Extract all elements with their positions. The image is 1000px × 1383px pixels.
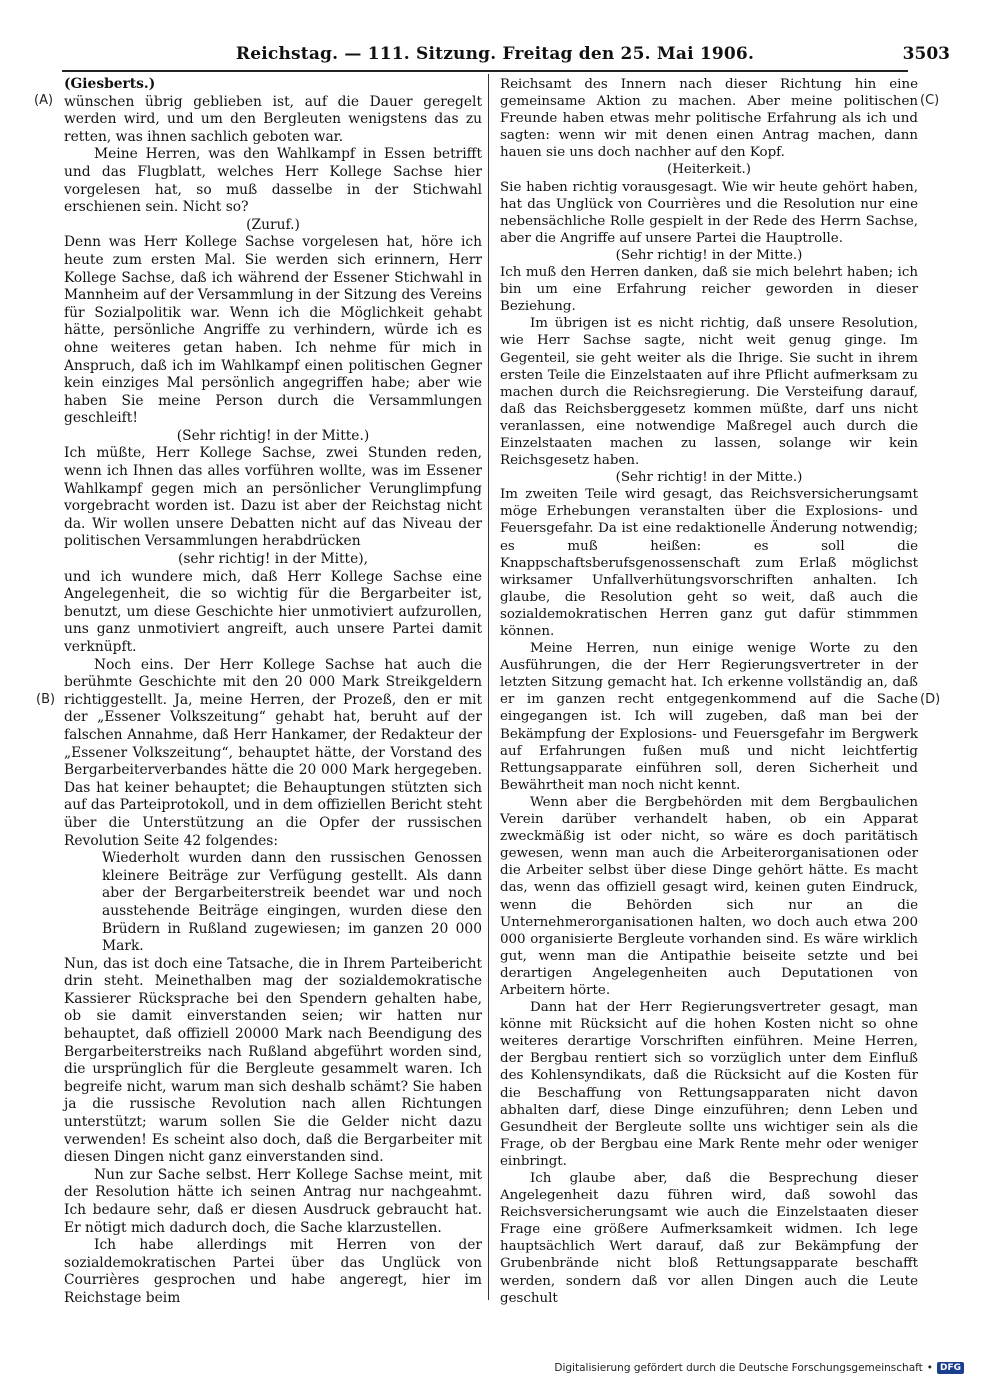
interjection: (Sehr richtig! in der Mitte.) (176, 427, 370, 444)
page-number: 3503 (902, 44, 950, 64)
paragraph: Ich glaube aber, daß die Besprechung dieser Angelegenheit dazu führen wird, daß sowohl das Reichsversicherungsamt wie auch die Einzelstaaten dieser Frage eine größere Aufmerksamkeit widmen. Ich lege hauptsächlich Wert darauf, daß zur Bekämpfung der Grubenbrände nicht bloß Rettungsapparate beschafft werden, sondern daß vor allen Dingen auch die Leute geschult (500, 1171, 918, 1306)
paragraph: Noch eins. Der Herr Kollege Sachse hat auch die berühmte Geschichte mit den 20 000 Mark Streikgeldern richtiggestellt. Ja, meine Herren, der Prozeß, den er mit der „Essener Volkszeitung“ gehabt hat, beruht auf der falschen Annahme, daß Herr Hankamer, der Redakteur der „Essener Volkszeitung“, behauptet hätte, der Vorstand des Bergarbeiterverbandes hätte die 20 000 Mark hergegeben. Das hat keiner behauptet; die Behauptungen stützten sich auf das Parteiprotokoll, und in dem offiziellen Bericht steht über die Unterstützung an die Opfer der russischen Revolution Seite 42 folgendes: (64, 656, 482, 849)
paragraph: Meine Herren, nun einige wenige Worte zu den Ausführungen, die der Herr Regierungsvertreter in der letzten Sitzung gemacht hat. Ich erkenne vollständig an, daß er im ganzen recht entgegenkommend auf die Sache eingegangen ist. Ich will zugeben, daß man bei der Bekämpfung der Explosions- und Feuersgefahr im Bergwerk auf Erfahrungen fußen muß und nicht leichtfertig Rettungsapparate einführen soll, deren Sicherheit und Bewährtheit man noch nicht kennt. (500, 641, 918, 793)
paragraph: Dann hat der Herr Regierungsvertreter gesagt, man könne mit Rücksicht auf die hohen Kosten nicht so ohne weiteres derartige Vorschriften einführen. Meine Herren, der Bergbau rentiert sich so vorzüglich unter dem Einfluß des Kohlensyndikats, daß die Rücksicht auf die Kosten für die Beschaffung von Rettungsapparaten nicht davon abhalten darf, diese Dinge einzuführen; denn Leben und Gesundheit der Bergleute sollte uns wichtiger sein als die Frage, ob der Bergbau eine Mark Rente mehr oder weniger einbringt. (500, 1000, 918, 1169)
column-separator (488, 74, 489, 1300)
page-title: Reichstag. — 111. Sitzung. Freitag den 25. Mai 1906. (235, 44, 755, 64)
page-header (40, 44, 950, 70)
margin-mark-a: (A) (34, 93, 54, 108)
paragraph: Sie haben richtig vorausgesagt. Wie wir heute gehört haben, hat das Unglück von Courrières und die Resolution nur eine nebensächliche Rolle gespielt in der Rede des Herrn Sachse, aber die Angriffe auf unsere Partei die Hauptrolle. (500, 179, 918, 246)
interjection: (Sehr richtig! in der Mitte.) (615, 470, 803, 486)
interjection: (Heiterkeit.) (667, 162, 751, 178)
paragraph: Wenn aber die Bergbehörden mit dem Bergbaulichen Verein darüber verhandelt haben, ob ein Apparat zweckmäßig ist oder nicht, so wäre es doch paritätisch gewesen, wenn man auch die Arbeiterorganisationen oder die Arbeiter selbst über diese Dinge gehört hätte. Es macht das, wenn das offiziell gesagt wird, keinen guten Eindruck, wenn die Behörden sich nur an die Unternehmerorganisationen halten, wo doch auch etwa 200 000 organisierte Bergleute vorhanden sind. Es wäre wirklich gut, wenn man die Antipathie beiseite setzte und bei derartigen Angelegenheiten auch Deputationen von Arbeitern hörte. (500, 794, 918, 998)
paragraph: Meine Herren, was den Wahlkampf in Essen betrifft und das Flugblatt, welches Herr Kollege Sachse hier vorgelesen hat, so muß dasselbe in der Stichwahl erschienen sein. Nicht so? (64, 146, 482, 216)
paragraph: Denn was Herr Kollege Sachse vorgelesen hat, höre ich heute zum ersten Mal. Sie werden sich erinnern, Herr Kollege Sachse, daß ich während der Essener Stichwahl in Mannheim auf der Versammlung in der Sitzung des Vereins für Sozialpolitik war. Wenn ich die Möglichkeit gehabt hätte, persönliche Angriffe zu verhindern, würde ich es ohne weiteres getan haben. Ich nehme für mich in Anspruch, daß ich im Wahlkampf einen politischen Gegner kein einziges Mal persönlich angegriffen habe; aber wie haben Sie meine Person durch die Versammlungen geschleift! (64, 234, 482, 427)
right-column (500, 76, 918, 1307)
paragraph: Ich müßte, Herr Kollege Sachse, zwei Stunden reden, wenn ich Ihnen das alles vorführen wollte, was im Essener Wahlkampf gegen mich an persönlicher Verunglimpfung vorgebracht worden ist. Dazu ist aber der Reichstag nicht da. Wir wollen unsere Debatten nicht auf das Niveau der politischen Versammlungen herabdrücken (64, 445, 482, 550)
footer-separator: • (926, 1362, 933, 1374)
paragraph: Nun zur Sache selbst. Herr Kollege Sachse meint, mit der Resolution hätte ich seinen Antrag nur nachgeahmt. Ich bedaure sehr, daß er diesen Ausdruck gebraucht hat. Er nötigt mich dadurch doch, die Sache klarzustellen. (64, 1166, 482, 1236)
interjection: (Sehr richtig! in der Mitte.) (615, 247, 803, 263)
margin-mark-d: (D) (920, 692, 941, 707)
margin-mark-c: (C) (920, 93, 940, 108)
digitization-footer (554, 1362, 964, 1374)
paragraph: Reichsamt des Innern nach dieser Richtung hin eine gemeinsame Aktion zu machen. Aber meine politischen Freunde haben etwas mehr politische Erfahrung als ich und sagten: wenn wir mit denen einen Antrag machen, dann hauen sie uns doch nachher auf den Kopf. (500, 77, 918, 161)
paragraph: wünschen übrig geblieben ist, auf die Dauer geregelt werden wird, und um den Bergleuten wenigstens das zu retten, was ihnen sachlich geboten war. (64, 93, 482, 145)
paragraph: Im zweiten Teile wird gesagt, das Reichsversicherungsamt möge Erhebungen veranstalten über die Explosions- und Feuersgefahr. Da ist eine redaktionelle Änderung notwendig; es muß heißen: es soll die Knappschaftsberufsgenossenschaft zum Erlaß möglichst wirksamer Unfallverhütungsvorschriften anhalten. Ich glaube, die Resolution geht so weit, daß auch die sozialdemokratischen Herren ganz gut dafür stimmmen können. (500, 487, 918, 639)
paragraph: Ich muß den Herren danken, daß sie mich belehrt haben; ich bin um eine Erfahrung reicher geworden in dieser Beziehung. (500, 265, 918, 315)
interjection: (Zuruf.) (246, 216, 300, 233)
paragraph: Ich habe allerdings mit Herren von der sozialdemokratischen Partei über das Unglück von Courrières gesprochen und habe angeregt, hier im Reichstage beim (64, 1237, 482, 1306)
dfg-logo: DFG (937, 1362, 964, 1374)
paragraph: Im übrigen ist es nicht richtig, daß unsere Resolution, wie Herr Sachse sagte, nicht weit genug ginge. Im Gegenteil, sie geht weiter als die Ihrige. Sie sucht in ihrem ersten Teile die Einzelstaaten auf ihre Pflicht aufmerksam zu machen durch die Reichsregierung. Die Versteifung darauf, daß das Reichsberggesetz kommen müßte, darf uns nicht veranlassen, eine notwendige Maßregel auch durch die Einzelstaaten machen zu lassen, solange wir kein Reichsgesetz haben. (500, 316, 918, 469)
paragraph: Nun, das ist doch eine Tatsache, die in Ihrem Parteibericht drin steht. Meinethalben mag der sozialdemokratische Kassierer Rücksprache bei den Spendern gehalten habe, ob sie damit einverstanden seien; wir hatten nur behauptet, daß offiziell 20000 Mark nach Beendigung des Bergarbeiterstreiks nach Rußland abgeführt worden sind, die ursprünglich für die Bergleute gesammelt waren. Ich begreife nicht, warum man sich deshalb schämt? Sie haben ja die russische Revolution nach allen Richtungen unterstützt; warum sollen Sie die Gelder nicht dazu verwenden! Es scheint also doch, daß die Bergarbeiter mit diesen Dingen nicht ganz einverstanden sind. (64, 955, 482, 1166)
left-column (64, 76, 482, 1308)
speaker-label: (Giesberts.) (64, 76, 156, 92)
header-rule (62, 70, 908, 72)
interjection: (sehr richtig! in der Mitte), (177, 551, 369, 568)
paragraph: und ich wundere mich, daß Herr Kollege Sachse eine Angelegenheit, die so wichtig für die Bergarbeiter ist, benutzt, um diese Geschichte hier unmotiviert aufzurollen, uns ganz unmotiviert angreift, auch unsere Partei damit verknüpft. (64, 568, 482, 655)
footer-credit: Digitalisierung gefördert durch die Deutsche Forschungsgemeinschaft (554, 1362, 923, 1374)
block-quote: Wiederholt wurden dann den russischen Genossen kleinere Beiträge zur Verfügung gestellt. Als dann aber der Bergarbeiterstreik beendet war und noch ausstehende Beiträge eingingen, wurden diese den Brüdern in Rußland zugewiesen; im ganzen 20 000 Mark. (102, 850, 482, 955)
margin-mark-b: (B) (36, 692, 56, 707)
